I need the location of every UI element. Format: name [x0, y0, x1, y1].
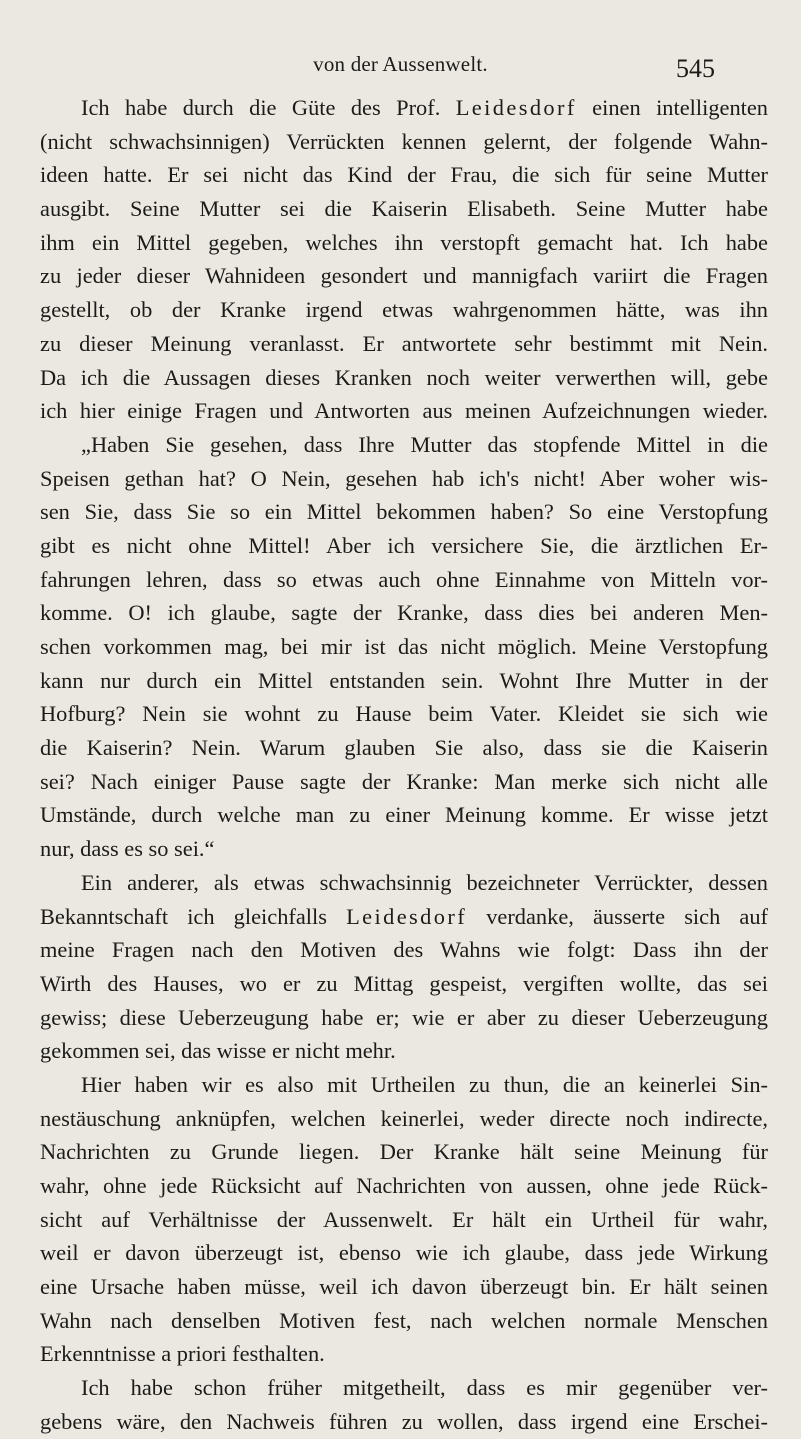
text-line: Hier haben wir es also mit Urtheilen zu thun, die an keinerlei Sin- [81, 1071, 768, 1097]
text-line: Umstände, durch welche man zu einer Meinung komme. Er wisse jetzt [40, 802, 768, 828]
person-name: Leidesdorf [455, 95, 577, 120]
line-text: Bekanntschaft ich gleichfalls [40, 903, 347, 929]
text-line: meine Fragen nach den Motiven des Wahns wie folgt: Dass ihn der [40, 937, 768, 963]
text-line: ich hier einige Fragen und Antworten aus meinen Aufzeichnungen wieder. [40, 398, 768, 424]
text-line: (nicht schwachsinnigen) Verrückten kennen gelernt, der folgende Wahn- [40, 128, 768, 154]
text-line: gibt es nicht ohne Mittel! Aber ich versichere Sie, die ärztlichen Er- [40, 532, 768, 558]
text-line: komme. O! ich glaube, sagte der Kranke, dass dies bei anderen Men- [40, 600, 768, 626]
text-line: Da ich die Aussagen dieses Kranken noch weiter verwerthen will, gebe [40, 364, 768, 390]
text-line: Ich habe schon früher mitgetheilt, dass es mir gegenüber ver- [81, 1375, 768, 1401]
page-number: 545 [676, 54, 715, 83]
text-line: nur, dass es so sei.“ [40, 836, 215, 862]
text-line: weil er davon überzeugt ist, ebenso wie ich glaube, dass jede Wirkung [40, 1240, 768, 1266]
text-line: fahrungen lehren, dass so etwas auch ohne Einnahme von Mitteln vor- [40, 566, 768, 592]
text-line: nestäuschung anknüpfen, welchen keinerlei, weder directe noch indirecte, [40, 1105, 768, 1131]
text-line: ausgibt. Seine Mutter sei die Kaiserin Elisabeth. Seine Mutter habe [40, 196, 768, 222]
text-line: gewiss; diese Ueberzeugung habe er; wie er aber zu dieser Ueberzeugung [40, 1004, 768, 1030]
text-line: ideen hatte. Er sei nicht das Kind der Frau, die sich für seine Mutter [40, 162, 768, 188]
running-title: von der Aussenwelt. [313, 52, 488, 76]
text-line: Hofburg? Nein sie wohnt zu Hause beim Vater. Kleidet sie sich wie [40, 701, 768, 727]
text-line: Erkenntnisse a priori festhalten. [40, 1341, 325, 1367]
line-text: verdanke, äusserte sich auf [467, 903, 769, 929]
text-line: wahr, ohne jede Rücksicht auf Nachrichten von aussen, ohne jede Rück- [40, 1173, 768, 1198]
text-line: „Haben Sie gesehen, dass Ihre Mutter das stopfende Mittel in die [81, 431, 768, 457]
text-line [40, 900, 768, 934]
text-line: Ein anderer, als etwas schwachsinnig bezeichneter Verrückter, dessen [81, 869, 768, 895]
text-line: eine Ursache haben müsse, weil ich davon überzeugt bin. Er hält seinen [40, 1274, 768, 1300]
text-line [40, 91, 768, 125]
text-line: Speisen gethan hat? O Nein, gesehen hab ich's nicht! Aber woher wis- [40, 465, 768, 491]
text-line: gekommen sei, das wisse er nicht mehr. [40, 1038, 396, 1064]
text-line: kann nur durch ein Mittel entstanden sein. Wohnt Ihre Mutter in der [40, 667, 768, 693]
text-line: Wirth des Hauses, wo er zu Mittag gespeist, vergiften wollte, das sei [40, 970, 768, 996]
text-line: ihm ein Mittel gegeben, welches ihn verstopft gemacht hat. Ich habe [40, 229, 768, 255]
line-text: Ich habe durch die Güte des Prof. [81, 95, 456, 120]
body-text [40, 91, 768, 1439]
text-line: schen vorkommen mag, bei mir ist das nicht möglich. Meine Verstopfung [40, 634, 768, 659]
text-line: zu dieser Meinung veranlasst. Er antwortete sehr bestimmt mit Nein. [40, 330, 768, 356]
text-line: Wahn nach denselben Motiven fest, nach welchen normale Menschen [40, 1307, 768, 1333]
text-line: Nachrichten zu Grunde liegen. Der Kranke hält seine Meinung für [40, 1139, 768, 1165]
text-line: sicht auf Verhältnisse der Aussenwelt. Er hält ein Urtheil für wahr, [40, 1206, 768, 1232]
text-line: zu jeder dieser Wahnideen gesondert und mannigfach variirt die Fragen [40, 263, 768, 289]
text-line: sen Sie, dass Sie so ein Mittel bekommen haben? So eine Verstopfung [40, 499, 768, 525]
text-line: gestellt, ob der Kranke irgend etwas wahrgenommen hätte, was ihn [40, 297, 768, 323]
running-head [0, 50, 801, 90]
line-text: einen intelligenten [576, 95, 769, 120]
text-line: gebens wäre, den Nachweis führen zu wollen, dass irgend eine Erschei- [40, 1408, 768, 1434]
person-name: Leidesdorf [346, 903, 468, 929]
text-line: die Kaiserin? Nein. Warum glauben Sie also, dass sie die Kaiserin [40, 735, 768, 761]
text-line: sei? Nach einiger Pause sagte der Kranke: Man merke sich nicht alle [40, 768, 768, 794]
